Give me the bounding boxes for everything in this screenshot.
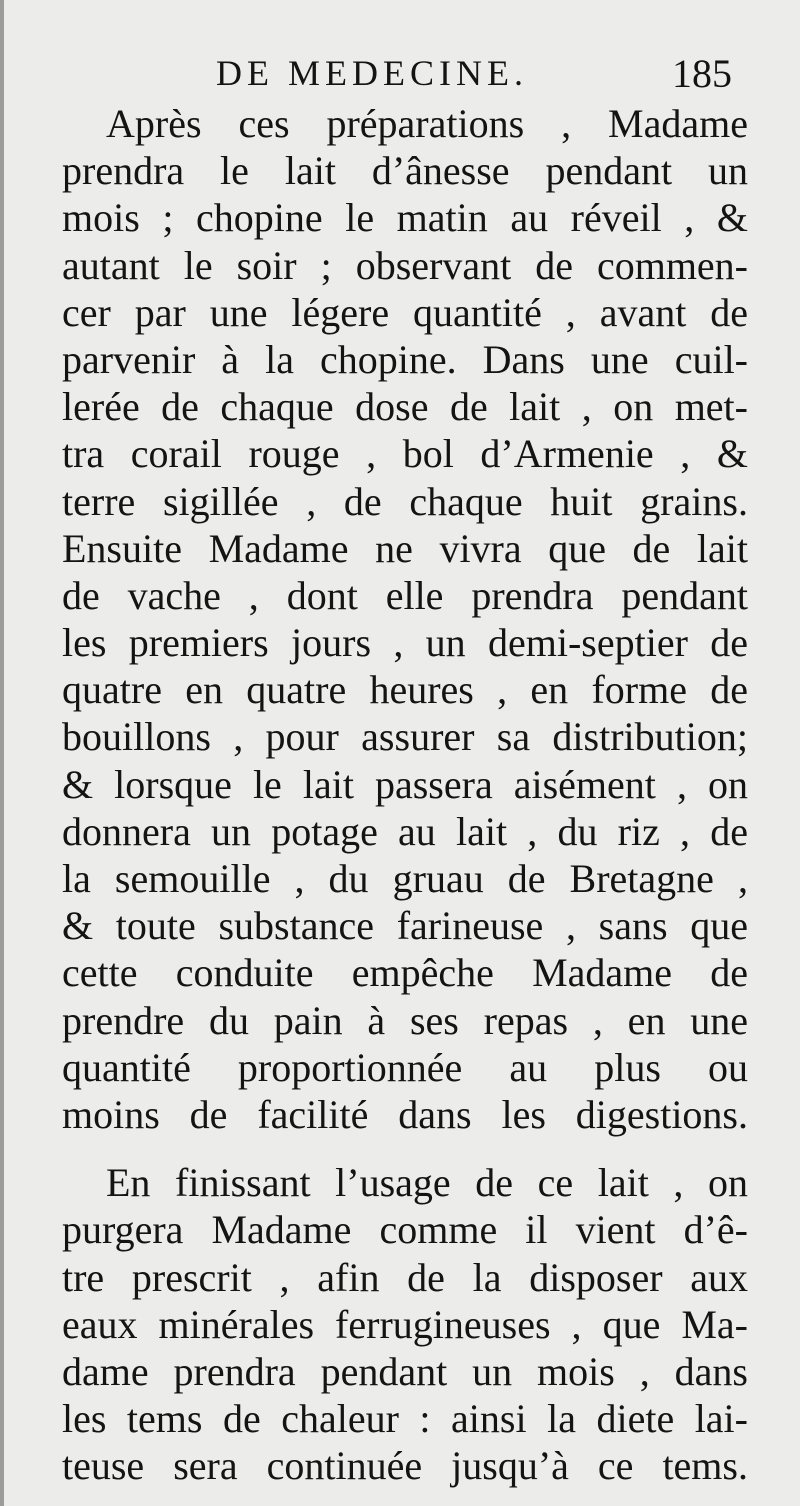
- text-line: quantité proportionnée au plus ou: [62, 1044, 748, 1090]
- text-line: donnera un potage au lait , du riz , de: [62, 808, 748, 854]
- text-line: & lorsque le lait passera aisément , on: [62, 761, 748, 807]
- text-line: purgera Madame comme il vient d’ê-: [62, 1207, 748, 1253]
- text-line: la semouille , du gruau de Bretagne ,: [62, 856, 748, 901]
- body-text: [62, 100, 748, 1489]
- text-line: prendra le lait d’ânesse pendant un: [62, 148, 748, 194]
- text-line: cette conduite empêche Madame de: [62, 950, 748, 996]
- page-number: 185: [672, 51, 732, 96]
- text-line: les tems de chaleur : ainsi la diete lai-: [62, 1396, 748, 1442]
- text-line: moins de facilité dans les digestions.: [62, 1091, 748, 1137]
- text-line: Ensuite Madame ne vivra que de lait: [62, 525, 748, 571]
- text-line: eaux minérales ferrugineuses , que Ma-: [62, 1301, 748, 1347]
- text-line: tre prescrit , afin de la disposer aux: [62, 1254, 748, 1300]
- text-line: parvenir à la chopine. Dans une cuil-: [62, 336, 748, 382]
- text-line: autant le soir ; observant de commen-: [62, 242, 748, 288]
- text-line: prendre du pain à ses repas , en une: [62, 997, 748, 1043]
- text-line: En finissant l’usage de ce lait , on: [106, 1160, 748, 1206]
- text-line: quatre en quatre heures , en forme de: [62, 667, 748, 713]
- text-line: terre sigillée , de chaque huit grains.: [62, 478, 748, 524]
- text-line: tra corail rouge , bol d’Armenie , &: [62, 431, 748, 477]
- text-line: mois ; chopine le matin au réveil , &: [62, 195, 748, 241]
- text-line: & toute substance farineuse , sans que: [62, 903, 748, 949]
- text-line: teuse sera continuée jusqu’à ce tems.: [62, 1443, 748, 1489]
- text-line: lerée de chaque dose de lait , on met-: [62, 384, 748, 430]
- running-title: DE MEDECINE.: [216, 53, 528, 93]
- text-line: dame prendra pendant un mois , dans: [62, 1348, 748, 1394]
- text-line: cer par une légere quantité , avant de: [62, 289, 748, 335]
- text-line: les premiers jours , un demi-septier de: [62, 620, 748, 666]
- text-line: Après ces préparations , Madame: [106, 101, 748, 146]
- paragraph-1: [62, 100, 748, 1138]
- text-line: bouillons , pour assurer sa distribution;: [62, 714, 748, 760]
- paragraph-2: [62, 1159, 748, 1489]
- text-line: de vache , dont elle prendra pendant: [62, 572, 748, 618]
